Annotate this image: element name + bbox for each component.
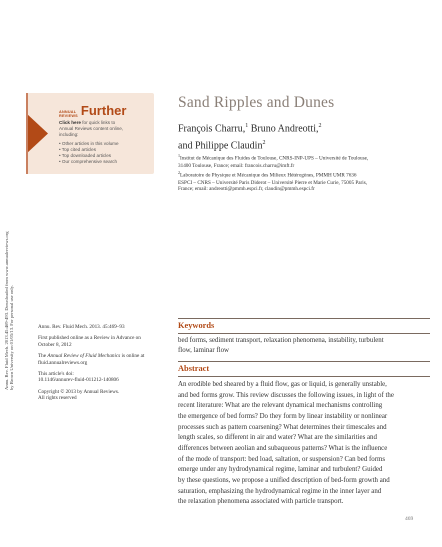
logo-line-reviews: REVIEWS	[59, 113, 78, 118]
promo-bullet-1[interactable]: • Top cited articles	[59, 147, 97, 152]
abstract-line: recent literature: What are the relevant dynamical mechanisms controlling	[178, 402, 383, 410]
side-note-line-1: Annu. Rev. Fluid Mech. 2013.45:469-493. Downloaded from www.annualreviews.org	[4, 231, 9, 390]
abstract-line: differences between aeolian and subaqueous patterns? What is the influence	[178, 444, 388, 452]
article-title: Sand Ripples and Dunes	[178, 94, 335, 111]
online-prefix: The	[38, 353, 48, 360]
abstract-line: and bed forms grow. This review discusses the following issues, in light of the	[178, 391, 394, 399]
author-charru: François Charru,	[178, 123, 246, 135]
promo-bullet-2[interactable]: • Top downloaded articles	[59, 153, 112, 158]
abstract-top-rule	[178, 361, 430, 362]
first-published	[38, 335, 160, 348]
online-note	[38, 353, 160, 366]
abstract-under-rule	[178, 376, 430, 377]
keywords-heading: Keywords	[178, 321, 215, 330]
author-claudin: and Philippe Claudin	[178, 140, 263, 152]
logo-line-annual: ANNUAL	[59, 109, 77, 114]
back-arrow-icon[interactable]	[26, 93, 54, 174]
promo-bullet-3[interactable]: • Our comprehensive search	[59, 159, 118, 164]
affiliation-2-line-3: France; email: andreotti@pmmh.espci.fr, claudin@pmmh.espci.fr	[178, 186, 315, 193]
journal-url-link[interactable]: fluid.annualreviews.org	[38, 359, 88, 366]
author-list	[178, 119, 428, 154]
affiliation-2	[178, 170, 426, 193]
keywords-line-1: bed forms, sediment transport, relaxation phenomena, instability, turbulent	[178, 337, 384, 344]
logo-word-further: Further	[80, 103, 127, 118]
author-andreotti: Bruno Andreotti,	[248, 123, 319, 135]
copyright	[38, 389, 160, 402]
side-note-line-2: by Brown University on 01/05/13. For personal use only.	[9, 285, 15, 390]
copyright-line-2: All rights reserved	[38, 395, 77, 402]
first-published-date: October 8, 2012	[38, 341, 72, 348]
doi-block	[38, 371, 160, 384]
affiliation-1	[178, 153, 426, 169]
promo-bullet-0[interactable]: • Other articles in this volume	[59, 141, 119, 146]
abstract-text	[178, 380, 430, 508]
abstract-line: An erodible bed sheared by a fluid flow, gas or liquid, is generally unstable,	[178, 381, 387, 388]
click-here-link[interactable]: Click here	[59, 120, 81, 125]
affiliation-sup: 1	[178, 153, 180, 158]
keywords-text	[178, 336, 428, 356]
download-side-note	[4, 150, 16, 390]
promo-text	[59, 120, 151, 165]
abstract-line: by these questions, we propose a unified description of bed-form growth and	[178, 476, 390, 484]
journal-name: Annual Review of Fluid Mechanics	[47, 353, 121, 360]
abstract-line: emerge under any hydrodynamical regime, laminar and turbulent? Guided	[178, 466, 383, 474]
promo-click-rest: for quick links to	[82, 120, 116, 125]
citation: Annu. Rev. Fluid Mech. 2013. 45:469–93	[38, 324, 125, 330]
affiliation-sup: 2	[178, 170, 180, 175]
abstract-line: saturation, emphasizing the hydrodynamical regime in the inner layer and	[178, 487, 382, 495]
doi-link[interactable]: 10.1146/annurev-fluid-011212-140806	[38, 377, 119, 384]
abstract-line: processes such as pattern coarsening? What determines their timescales and	[178, 423, 387, 431]
doi-label: This article's doi:	[38, 371, 74, 378]
abstract-line: length scales, so different in air and water? What are the similarities and	[178, 434, 377, 442]
first-published-line-1: First published online as a Review in Advance on	[38, 335, 141, 342]
promo-line-3: including:	[59, 132, 79, 137]
affiliation-1-line-1: Institut de Mécanique des Fluides de Toulouse, CNRS-INP-UPS – Université de Toulouse,	[180, 155, 369, 162]
keywords-under-rule	[178, 333, 430, 334]
author-sup: 2	[262, 140, 266, 147]
keywords-top-rule	[178, 318, 430, 319]
annual-reviews-further-logo	[59, 98, 126, 118]
online-suffix: is online at	[120, 353, 145, 360]
abstract-line: of the mode of transport: bed load, saltation, or suspension? Can bed forms	[178, 455, 386, 463]
further-promo-box[interactable]	[26, 93, 154, 174]
keywords-line-2: flow, laminar flow	[178, 347, 230, 355]
article-metadata	[38, 324, 160, 407]
affiliation-2-line-1: Laboratoire de Physique et Mécanique des Milieux Hétérogènes, PMMH UMR 7636	[180, 172, 357, 179]
copyright-line-1: Copyright © 2013 by Annual Reviews.	[38, 388, 120, 395]
abstract-line: the emergence of bed forms? Do they form by linear instability or nonlinear	[178, 412, 388, 420]
author-sup: 1	[245, 123, 249, 129]
abstract-heading: Abstract	[178, 364, 210, 373]
abstract-line: the relaxation phenomena associated with particle transport.	[178, 498, 344, 506]
affiliation-2-line-2: ESPCI – CNRS – Université Paris Diderot – Université Pierre et Marie Curie, 75005 Paris,	[178, 179, 368, 186]
author-sup: 2	[318, 123, 322, 129]
affiliation-1-line-2: 31400 Toulouse, France; email: francois.charru@imft.fr	[178, 162, 295, 169]
promo-line-2: Annual Reviews content online,	[59, 126, 124, 131]
page-number: 469	[405, 516, 414, 522]
